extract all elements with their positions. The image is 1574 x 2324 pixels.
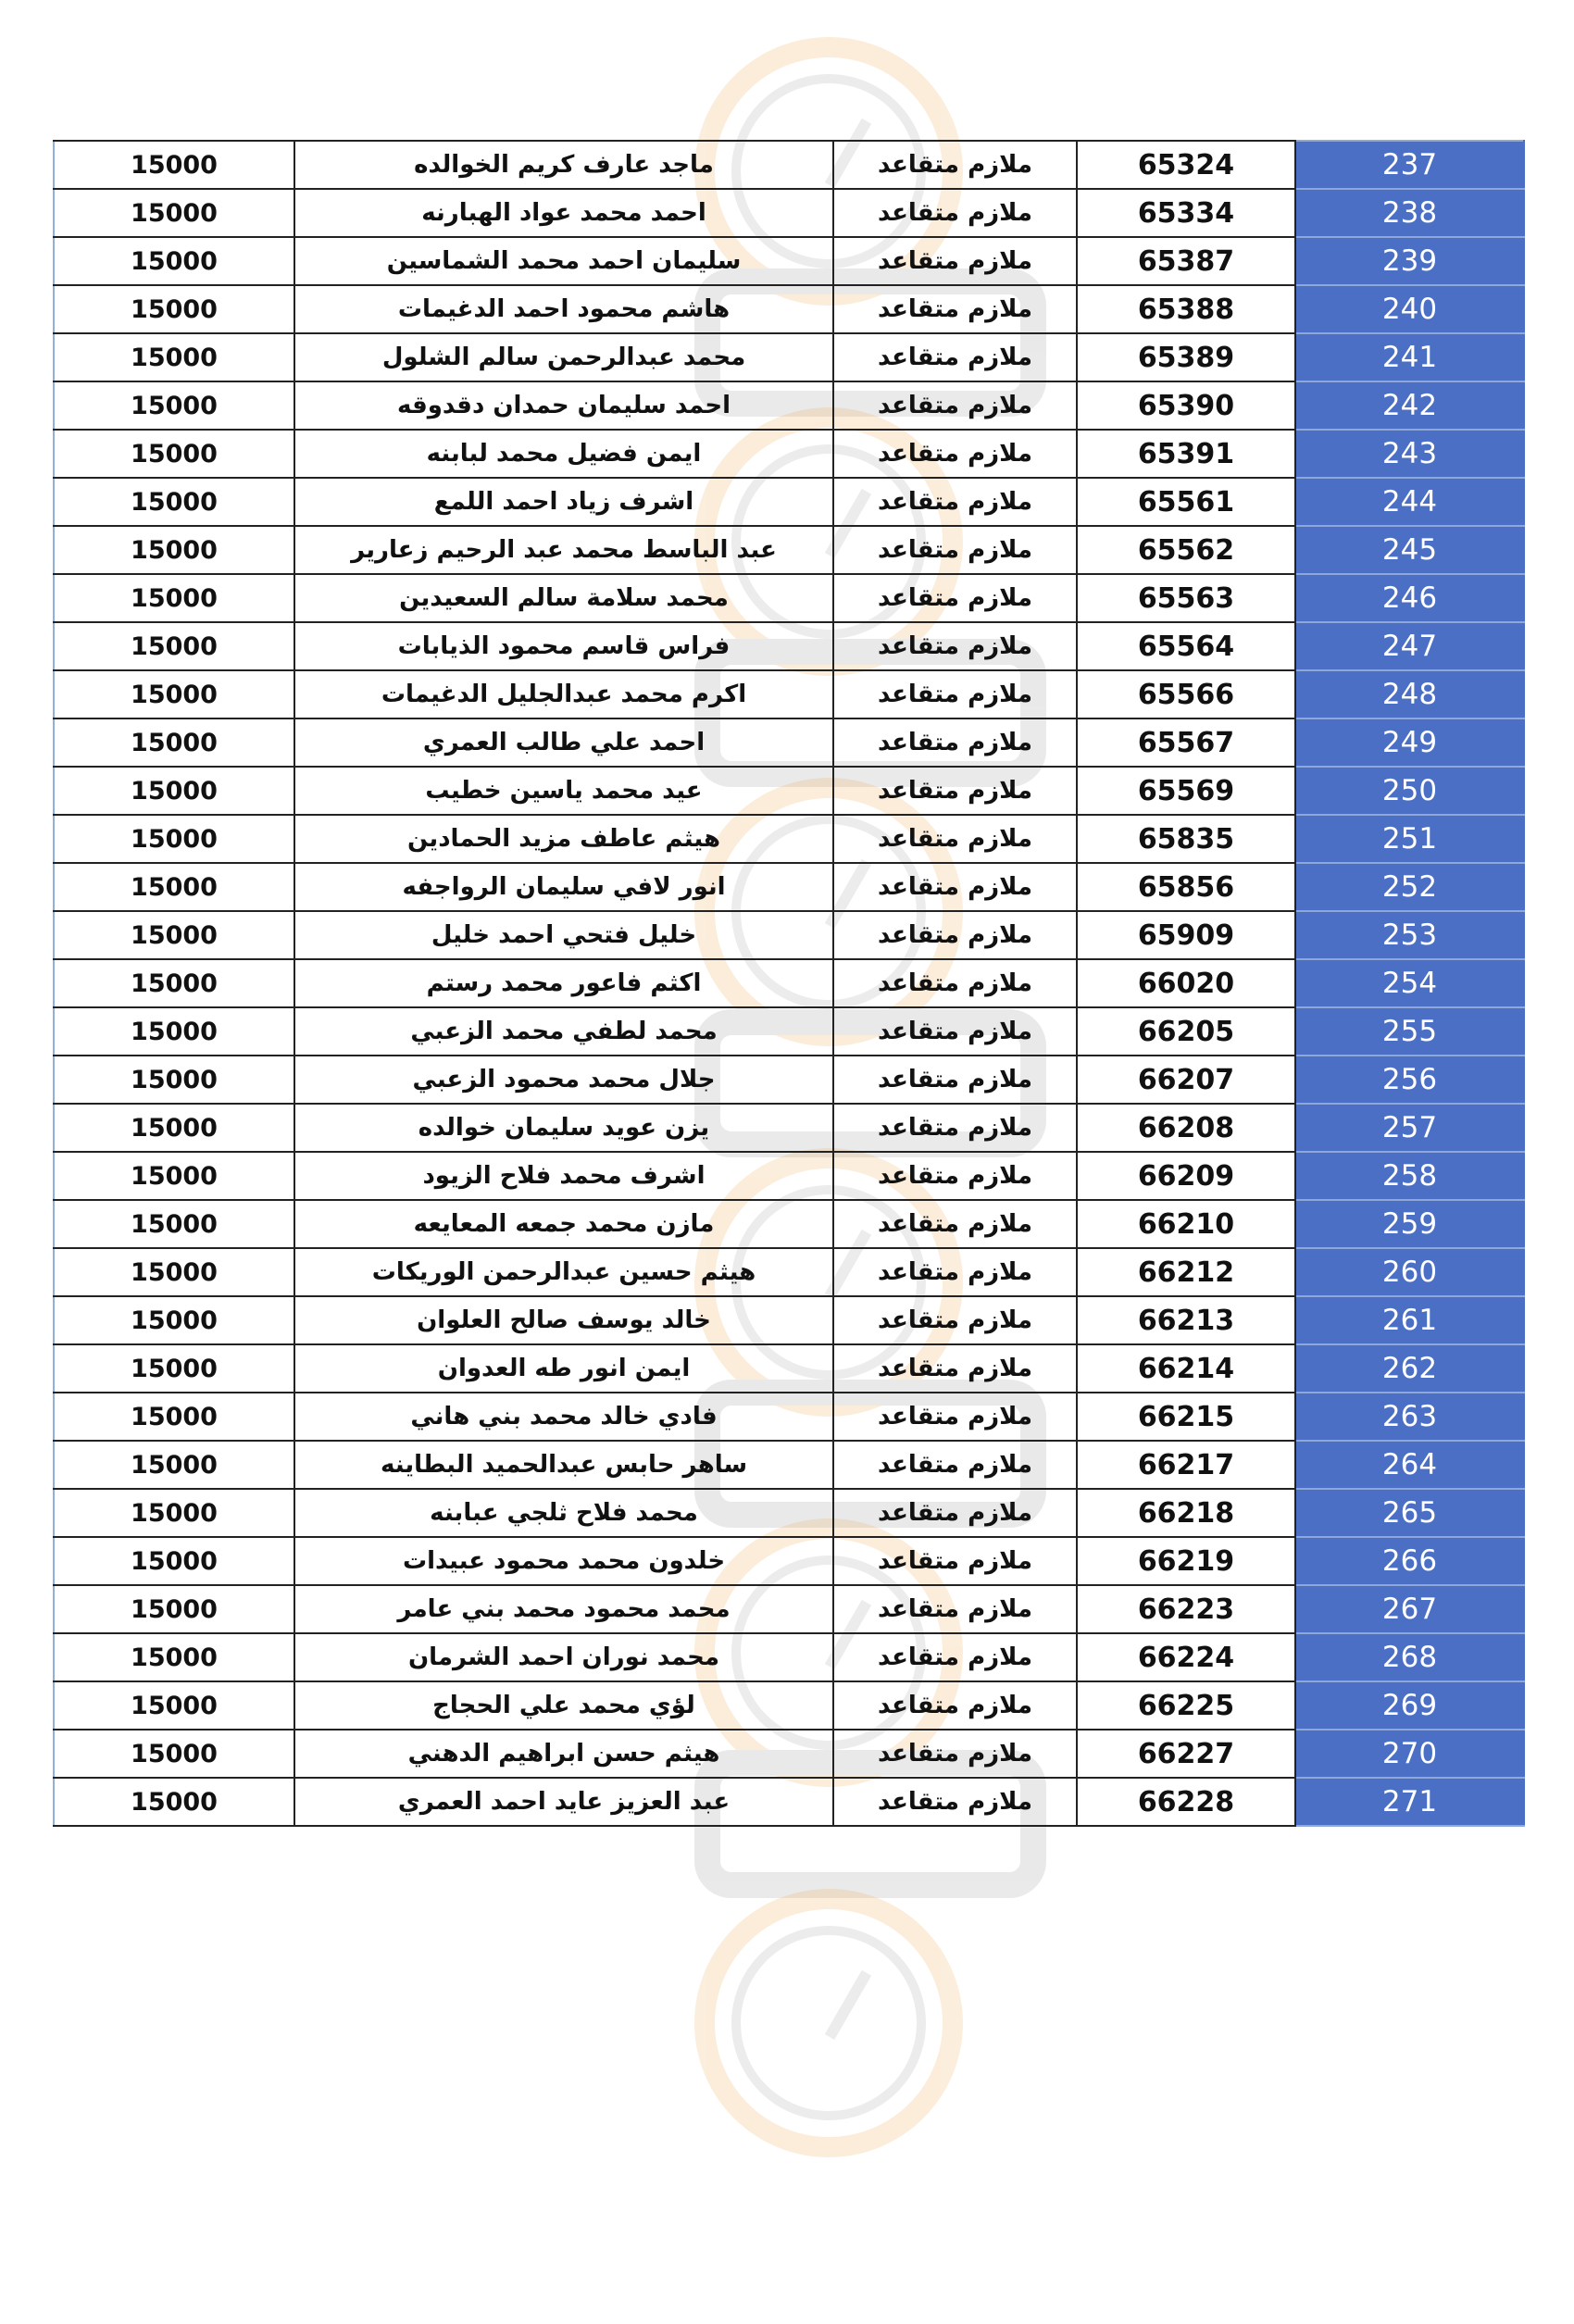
table-row: [54, 622, 1524, 670]
name-cell: عيد محمد ياسين خطيب: [294, 767, 833, 815]
sequence-cell: 237: [1295, 141, 1524, 189]
id-number-cell: 66213: [1077, 1296, 1295, 1344]
table-row: [54, 141, 1524, 189]
table-row: [54, 1633, 1524, 1681]
name-cell: اكثم فاعور محمد رستم: [294, 959, 833, 1007]
sequence-cell: 247: [1295, 622, 1524, 670]
amount-cell: 15000: [54, 1007, 294, 1056]
clock-logo-icon: [694, 1889, 963, 2157]
retirees-table: [53, 140, 1525, 1827]
table-row: [54, 1489, 1524, 1537]
name-cell: مازن محمد جمعه المعايعه: [294, 1200, 833, 1248]
id-number-cell: 66210: [1077, 1200, 1295, 1248]
id-number-cell: 66223: [1077, 1585, 1295, 1633]
rank-cell: ملازم متقاعد: [833, 526, 1077, 574]
id-number-cell: 65563: [1077, 574, 1295, 622]
sequence-cell: 239: [1295, 237, 1524, 285]
rank-cell: ملازم متقاعد: [833, 718, 1077, 767]
id-number-cell: 65387: [1077, 237, 1295, 285]
amount-cell: 15000: [54, 863, 294, 911]
id-number-cell: 65564: [1077, 622, 1295, 670]
rank-cell: ملازم متقاعد: [833, 430, 1077, 478]
sequence-cell: 262: [1295, 1344, 1524, 1393]
rank-cell: ملازم متقاعد: [833, 1489, 1077, 1537]
sequence-cell: 250: [1295, 767, 1524, 815]
rank-cell: ملازم متقاعد: [833, 141, 1077, 189]
amount-cell: 15000: [54, 574, 294, 622]
name-cell: سليمان احمد محمد الشماسين: [294, 237, 833, 285]
name-cell: ماجد عارف كريم الخوالده: [294, 141, 833, 189]
rank-cell: ملازم متقاعد: [833, 1296, 1077, 1344]
id-number-cell: 65391: [1077, 430, 1295, 478]
amount-cell: 15000: [54, 1681, 294, 1730]
name-cell: ساهر حابس عبدالحميد البطاينه: [294, 1441, 833, 1489]
amount-cell: 15000: [54, 1730, 294, 1778]
sequence-cell: 249: [1295, 718, 1524, 767]
rank-cell: ملازم متقاعد: [833, 333, 1077, 381]
table-row: [54, 959, 1524, 1007]
retirees-table-container: [53, 140, 1523, 1827]
rank-cell: ملازم متقاعد: [833, 1585, 1077, 1633]
sequence-cell: 241: [1295, 333, 1524, 381]
name-cell: لؤي محمد علي الحجاج: [294, 1681, 833, 1730]
name-cell: خالد يوسف صالح العلوان: [294, 1296, 833, 1344]
amount-cell: 15000: [54, 1441, 294, 1489]
amount-cell: 15000: [54, 1633, 294, 1681]
rank-cell: ملازم متقاعد: [833, 1537, 1077, 1585]
amount-cell: 15000: [54, 911, 294, 959]
name-cell: احمد محمد عواد الهبارنه: [294, 189, 833, 237]
id-number-cell: 66219: [1077, 1537, 1295, 1585]
table-row: [54, 1056, 1524, 1104]
name-cell: خليل فتحي احمد خليل: [294, 911, 833, 959]
name-cell: عبد الباسط محمد عبد الرحيم زعارير: [294, 526, 833, 574]
table-row: [54, 1007, 1524, 1056]
table-row: [54, 815, 1524, 863]
id-number-cell: 66227: [1077, 1730, 1295, 1778]
id-number-cell: 66205: [1077, 1007, 1295, 1056]
table-row: [54, 574, 1524, 622]
id-number-cell: 65569: [1077, 767, 1295, 815]
id-number-cell: 65561: [1077, 478, 1295, 526]
table-row: [54, 381, 1524, 430]
name-cell: محمد سلامة سالم السعيدين: [294, 574, 833, 622]
table-row: [54, 333, 1524, 381]
table-row: [54, 863, 1524, 911]
name-cell: اشرف محمد فلاح الزيود: [294, 1152, 833, 1200]
sequence-cell: 244: [1295, 478, 1524, 526]
name-cell: فراس قاسم محمود الذيابات: [294, 622, 833, 670]
id-number-cell: 65909: [1077, 911, 1295, 959]
table-row: [54, 430, 1524, 478]
table-row: [54, 1296, 1524, 1344]
table-body: [54, 141, 1524, 1826]
sequence-cell: 238: [1295, 189, 1524, 237]
table-row: [54, 1537, 1524, 1585]
table-row: [54, 1441, 1524, 1489]
amount-cell: 15000: [54, 815, 294, 863]
amount-cell: 15000: [54, 1152, 294, 1200]
table-row: [54, 1152, 1524, 1200]
name-cell: محمد لطفي محمد الزعبي: [294, 1007, 833, 1056]
name-cell: هيثم عاطف مزيد الحمادين: [294, 815, 833, 863]
sequence-cell: 240: [1295, 285, 1524, 333]
amount-cell: 15000: [54, 333, 294, 381]
amount-cell: 15000: [54, 959, 294, 1007]
rank-cell: ملازم متقاعد: [833, 1633, 1077, 1681]
name-cell: محمد فلاح ثلجي عبابنه: [294, 1489, 833, 1537]
sequence-cell: 254: [1295, 959, 1524, 1007]
name-cell: احمد علي طالب العمري: [294, 718, 833, 767]
table-row: [54, 911, 1524, 959]
amount-cell: 15000: [54, 1585, 294, 1633]
sequence-cell: 265: [1295, 1489, 1524, 1537]
amount-cell: 15000: [54, 526, 294, 574]
id-number-cell: 65835: [1077, 815, 1295, 863]
rank-cell: ملازم متقاعد: [833, 1681, 1077, 1730]
table-row: [54, 526, 1524, 574]
rank-cell: ملازم متقاعد: [833, 911, 1077, 959]
sequence-cell: 270: [1295, 1730, 1524, 1778]
table-row: [54, 1681, 1524, 1730]
rank-cell: ملازم متقاعد: [833, 189, 1077, 237]
id-number-cell: 66214: [1077, 1344, 1295, 1393]
amount-cell: 15000: [54, 285, 294, 333]
sequence-cell: 256: [1295, 1056, 1524, 1104]
rank-cell: ملازم متقاعد: [833, 1730, 1077, 1778]
rank-cell: ملازم متقاعد: [833, 815, 1077, 863]
id-number-cell: 66020: [1077, 959, 1295, 1007]
name-cell: خلدون محمد محمود عبيدات: [294, 1537, 833, 1585]
table-row: [54, 1248, 1524, 1296]
amount-cell: 15000: [54, 237, 294, 285]
sequence-cell: 245: [1295, 526, 1524, 574]
id-number-cell: 65562: [1077, 526, 1295, 574]
table-row: [54, 1200, 1524, 1248]
amount-cell: 15000: [54, 622, 294, 670]
name-cell: هيثم حسن ابراهيم الدهني: [294, 1730, 833, 1778]
rank-cell: ملازم متقاعد: [833, 1778, 1077, 1826]
rank-cell: ملازم متقاعد: [833, 1441, 1077, 1489]
rank-cell: ملازم متقاعد: [833, 1007, 1077, 1056]
amount-cell: 15000: [54, 1344, 294, 1393]
table-row: [54, 1344, 1524, 1393]
sequence-cell: 258: [1295, 1152, 1524, 1200]
sequence-cell: 263: [1295, 1393, 1524, 1441]
amount-cell: 15000: [54, 141, 294, 189]
id-number-cell: 66225: [1077, 1681, 1295, 1730]
id-number-cell: 65334: [1077, 189, 1295, 237]
id-number-cell: 66215: [1077, 1393, 1295, 1441]
sequence-cell: 255: [1295, 1007, 1524, 1056]
name-cell: محمد محمود محمد بني عامر: [294, 1585, 833, 1633]
id-number-cell: 66207: [1077, 1056, 1295, 1104]
sequence-cell: 243: [1295, 430, 1524, 478]
table-row: [54, 189, 1524, 237]
rank-cell: ملازم متقاعد: [833, 1344, 1077, 1393]
rank-cell: ملازم متقاعد: [833, 285, 1077, 333]
rank-cell: ملازم متقاعد: [833, 1056, 1077, 1104]
amount-cell: 15000: [54, 1056, 294, 1104]
rank-cell: ملازم متقاعد: [833, 622, 1077, 670]
id-number-cell: 66224: [1077, 1633, 1295, 1681]
name-cell: ايمن انور طه العدوان: [294, 1344, 833, 1393]
sequence-cell: 271: [1295, 1778, 1524, 1826]
sequence-cell: 257: [1295, 1104, 1524, 1152]
table-row: [54, 767, 1524, 815]
name-cell: عبد العزيز عايد احمد العمري: [294, 1778, 833, 1826]
amount-cell: 15000: [54, 1104, 294, 1152]
table-row: [54, 1585, 1524, 1633]
sequence-cell: 268: [1295, 1633, 1524, 1681]
id-number-cell: 65388: [1077, 285, 1295, 333]
amount-cell: 15000: [54, 1778, 294, 1826]
name-cell: ايمن فضيل محمد لبابنه: [294, 430, 833, 478]
name-cell: اشرف زياد احمد اللمع: [294, 478, 833, 526]
id-number-cell: 66212: [1077, 1248, 1295, 1296]
sequence-cell: 266: [1295, 1537, 1524, 1585]
amount-cell: 15000: [54, 1489, 294, 1537]
table-row: [54, 285, 1524, 333]
amount-cell: 15000: [54, 1296, 294, 1344]
sequence-cell: 246: [1295, 574, 1524, 622]
id-number-cell: 66228: [1077, 1778, 1295, 1826]
rank-cell: ملازم متقاعد: [833, 959, 1077, 1007]
table-row: [54, 1104, 1524, 1152]
id-number-cell: 65390: [1077, 381, 1295, 430]
amount-cell: 15000: [54, 767, 294, 815]
rank-cell: ملازم متقاعد: [833, 863, 1077, 911]
watermark-logo: [657, 1889, 1093, 2324]
amount-cell: 15000: [54, 1393, 294, 1441]
id-number-cell: 65566: [1077, 670, 1295, 718]
amount-cell: 15000: [54, 718, 294, 767]
sequence-cell: 267: [1295, 1585, 1524, 1633]
name-cell: محمد نوران احمد الشرمان: [294, 1633, 833, 1681]
rank-cell: ملازم متقاعد: [833, 1152, 1077, 1200]
amount-cell: 15000: [54, 189, 294, 237]
table-row: [54, 1778, 1524, 1826]
name-cell: محمد عبدالرحمن سالم الشلول: [294, 333, 833, 381]
amount-cell: 15000: [54, 430, 294, 478]
id-number-cell: 65856: [1077, 863, 1295, 911]
sequence-cell: 264: [1295, 1441, 1524, 1489]
amount-cell: 15000: [54, 1200, 294, 1248]
name-cell: يزن عويد سليمان خوالده: [294, 1104, 833, 1152]
table-row: [54, 478, 1524, 526]
amount-cell: 15000: [54, 381, 294, 430]
amount-cell: 15000: [54, 1248, 294, 1296]
name-cell: احمد سليمان حمدان دقدوقه: [294, 381, 833, 430]
id-number-cell: 66208: [1077, 1104, 1295, 1152]
id-number-cell: 66218: [1077, 1489, 1295, 1537]
id-number-cell: 65567: [1077, 718, 1295, 767]
table-row: [54, 718, 1524, 767]
rank-cell: ملازم متقاعد: [833, 1104, 1077, 1152]
amount-cell: 15000: [54, 1537, 294, 1585]
rank-cell: ملازم متقاعد: [833, 237, 1077, 285]
name-cell: هيثم حسين عبدالرحمن الوريكات: [294, 1248, 833, 1296]
sequence-cell: 260: [1295, 1248, 1524, 1296]
rank-cell: ملازم متقاعد: [833, 381, 1077, 430]
id-number-cell: 65389: [1077, 333, 1295, 381]
sequence-cell: 269: [1295, 1681, 1524, 1730]
sequence-cell: 242: [1295, 381, 1524, 430]
id-number-cell: 66209: [1077, 1152, 1295, 1200]
rank-cell: ملازم متقاعد: [833, 574, 1077, 622]
name-cell: انور لافي سليمان الرواجفه: [294, 863, 833, 911]
sequence-cell: 259: [1295, 1200, 1524, 1248]
rank-cell: ملازم متقاعد: [833, 1200, 1077, 1248]
rank-cell: ملازم متقاعد: [833, 1248, 1077, 1296]
table-row: [54, 1393, 1524, 1441]
table-row: [54, 237, 1524, 285]
amount-cell: 15000: [54, 670, 294, 718]
sequence-cell: 252: [1295, 863, 1524, 911]
sequence-cell: 253: [1295, 911, 1524, 959]
id-number-cell: 66217: [1077, 1441, 1295, 1489]
amount-cell: 15000: [54, 478, 294, 526]
sequence-cell: 248: [1295, 670, 1524, 718]
rank-cell: ملازم متقاعد: [833, 1393, 1077, 1441]
name-cell: جلال محمد محمود الزعبي: [294, 1056, 833, 1104]
name-cell: هاشم محمود احمد الدغيمات: [294, 285, 833, 333]
name-cell: اكرم محمد عبدالجليل الدغيمات: [294, 670, 833, 718]
rank-cell: ملازم متقاعد: [833, 670, 1077, 718]
name-cell: فادي خالد محمد بني هاني: [294, 1393, 833, 1441]
sequence-cell: 251: [1295, 815, 1524, 863]
id-number-cell: 65324: [1077, 141, 1295, 189]
rank-cell: ملازم متقاعد: [833, 767, 1077, 815]
table-row: [54, 1730, 1524, 1778]
table-row: [54, 670, 1524, 718]
rank-cell: ملازم متقاعد: [833, 478, 1077, 526]
sequence-cell: 261: [1295, 1296, 1524, 1344]
